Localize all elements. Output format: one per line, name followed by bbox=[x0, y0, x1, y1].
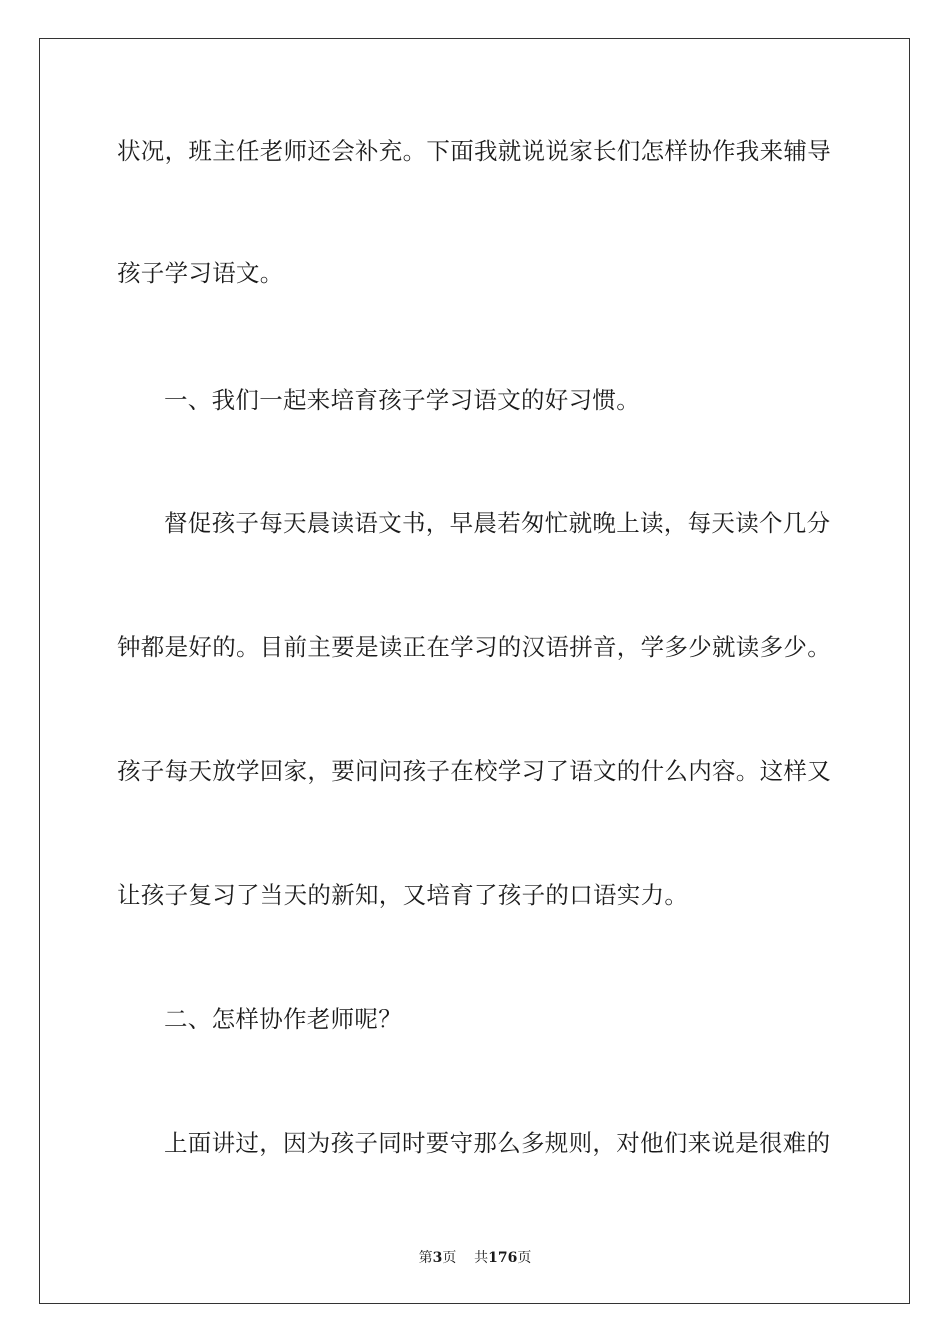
page-footer bbox=[0, 1248, 950, 1268]
total-prefix: 共 bbox=[474, 1250, 489, 1266]
page-number: 3 bbox=[432, 1250, 443, 1266]
body-line-1: 状况，班主任老师还会补充。下面我就说说家长们怎样协作我来辅导 bbox=[117, 137, 831, 165]
body-line-9: 上面讲过，因为孩子同时要守那么多规则，对他们来说是很难的 bbox=[164, 1129, 831, 1157]
page-prefix: 第 bbox=[418, 1250, 433, 1266]
total-suffix: 页 bbox=[517, 1250, 532, 1266]
body-line-2: 孩子学习语文。 bbox=[117, 259, 284, 287]
page-suffix: 页 bbox=[442, 1250, 457, 1266]
body-line-7: 让孩子复习了当天的新知，又培育了孩子的口语实力。 bbox=[117, 881, 689, 909]
body-line-4: 督促孩子每天晨读语文书，早晨若匆忙就晚上读，每天读个几分 bbox=[164, 509, 831, 537]
section-heading-1: 一、我们一起来培育孩子学习语文的好习惯。 bbox=[164, 386, 640, 414]
section-heading-2: 二、怎样协作老师呢？ bbox=[164, 1005, 402, 1033]
body-line-6: 孩子每天放学回家，要问问孩子在校学习了语文的什么内容。这样又 bbox=[117, 757, 831, 785]
body-line-5: 钟都是好的。目前主要是读正在学习的汉语拼音，学多少就读多少。 bbox=[117, 633, 831, 661]
page-frame bbox=[39, 38, 910, 1304]
total-pages: 176 bbox=[488, 1250, 518, 1266]
